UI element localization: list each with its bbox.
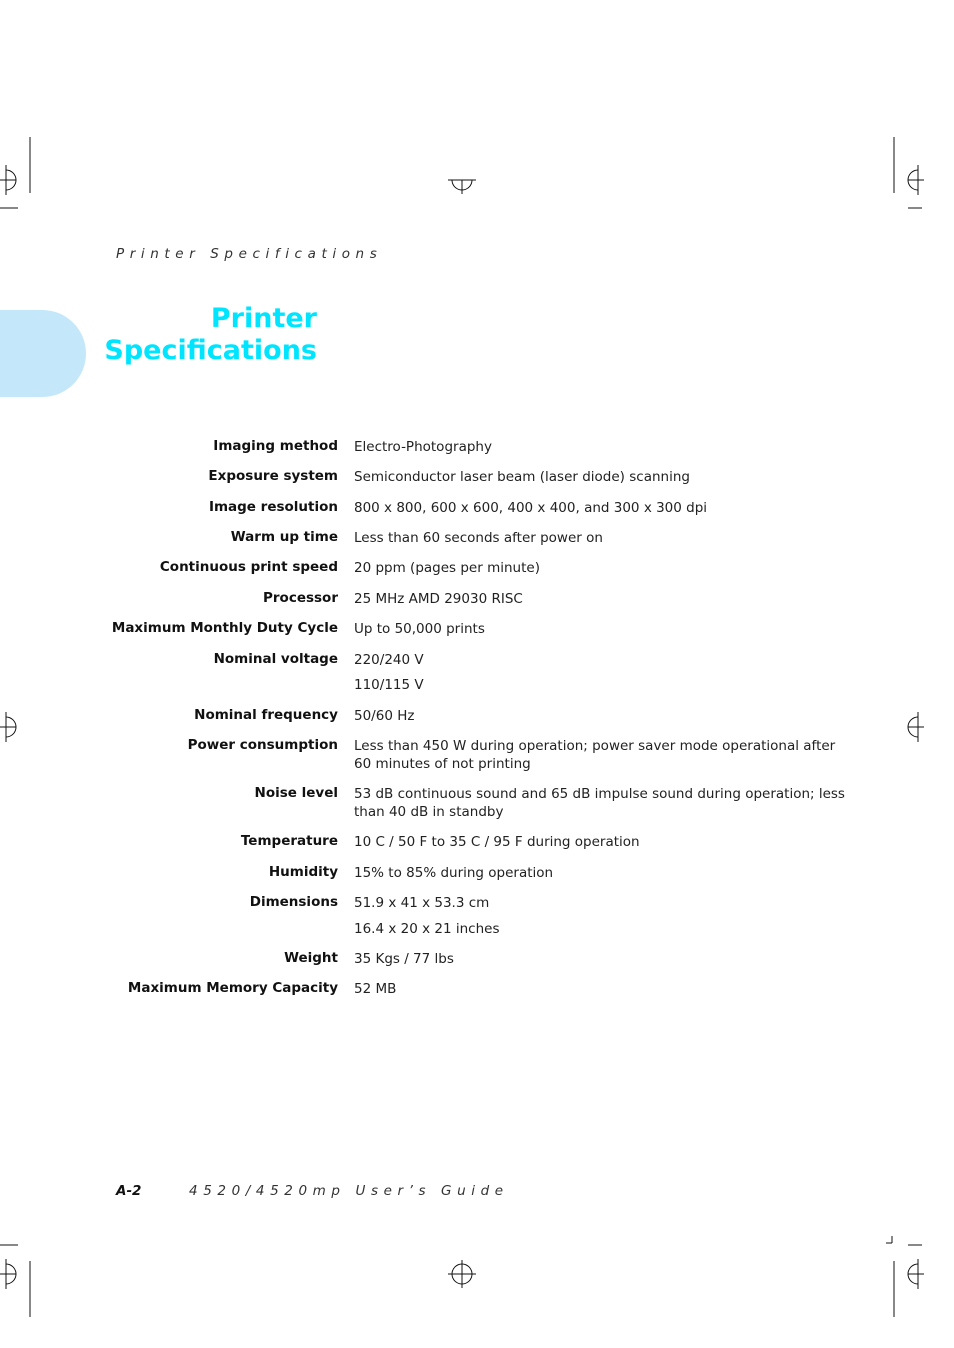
spec-label: Humidity: [268, 864, 338, 880]
spec-value-line: 25 MHz AMD 29030 RISC: [354, 591, 523, 607]
spec-value: [354, 737, 836, 773]
spec-label: Exposure system: [208, 468, 338, 484]
spec-value-line: 110/115 V: [354, 677, 424, 693]
spec-value: [354, 950, 814, 968]
spec-value-line: Less than 60 seconds after power on: [354, 530, 603, 546]
chapter-tab: [0, 310, 86, 397]
spec-label: Noise level: [254, 785, 338, 801]
spec-value-line: 10 C / 50 F to 35 C / 95 F during operation: [354, 834, 640, 850]
spec-label: Continuous print speed: [159, 559, 338, 575]
spec-value: [354, 529, 814, 547]
spec-value-line: Less than 450 W during operation; power saver mode operational after: [354, 738, 836, 754]
spec-label: Imaging method: [213, 438, 338, 454]
spec-value-line: 15% to 85% during operation: [354, 865, 554, 881]
spec-value: [354, 785, 845, 821]
spec-value: [354, 651, 814, 694]
page-title-line-1: Printer: [210, 303, 317, 334]
spec-value-line: 51.9 x 41 x 53.3 cm: [354, 895, 490, 911]
spec-value: [354, 499, 814, 517]
spec-label: Image resolution: [208, 499, 338, 515]
spec-value: [354, 894, 814, 938]
running-header: Printer Specifications: [116, 246, 383, 262]
spec-value: [354, 468, 814, 486]
spec-label: Maximum Memory Capacity: [127, 980, 338, 996]
spec-value-line: Electro-Photography: [354, 439, 492, 455]
spec-value: [354, 590, 814, 608]
spec-label: Power consumption: [187, 737, 338, 753]
spec-value-line: 52 MB: [354, 981, 397, 997]
footer-guide-title: 4520/4520mp User’s Guide: [189, 1183, 509, 1199]
spec-value: [354, 559, 814, 577]
page-title: [104, 303, 317, 367]
spec-value: [354, 980, 814, 998]
spec-label: Dimensions: [249, 894, 338, 910]
spec-label: Processor: [263, 590, 338, 606]
spec-value-line: 16.4 x 20 x 21 inches: [354, 921, 500, 937]
spec-value-line: Semiconductor laser beam (laser diode) scanning: [354, 469, 690, 485]
spec-value-line: 20 ppm (pages per minute): [354, 560, 540, 576]
spec-value-line: 35 Kgs / 77 lbs: [354, 951, 454, 967]
spec-value: [354, 620, 814, 638]
spec-label: Nominal voltage: [213, 651, 338, 667]
spec-value-line: 800 x 800, 600 x 600, 400 x 400, and 300 x 300 dpi: [354, 500, 708, 516]
spec-value-line: 50/60 Hz: [354, 708, 415, 724]
spec-value-line: 220/240 V: [354, 652, 424, 668]
spec-label: Warm up time: [230, 529, 338, 545]
page-number: A-2: [116, 1183, 142, 1199]
page-title-line-2: Specifications: [104, 335, 317, 366]
spec-label: Maximum Monthly Duty Cycle: [111, 620, 338, 636]
spec-value: [354, 707, 814, 725]
spec-label: Temperature: [240, 833, 338, 849]
spec-label: Weight: [284, 950, 338, 966]
spec-value: [354, 864, 814, 882]
spec-value-line: 53 dB continuous sound and 65 dB impulse sound during operation; less: [354, 786, 845, 802]
spec-value: [354, 833, 814, 851]
spec-label: Nominal frequency: [194, 707, 338, 723]
spec-value: [354, 438, 814, 456]
spec-value-line: 60 minutes of not printing: [354, 756, 531, 772]
spec-value-line: than 40 dB in standby: [354, 804, 504, 820]
spec-value-line: Up to 50,000 prints: [354, 621, 485, 637]
